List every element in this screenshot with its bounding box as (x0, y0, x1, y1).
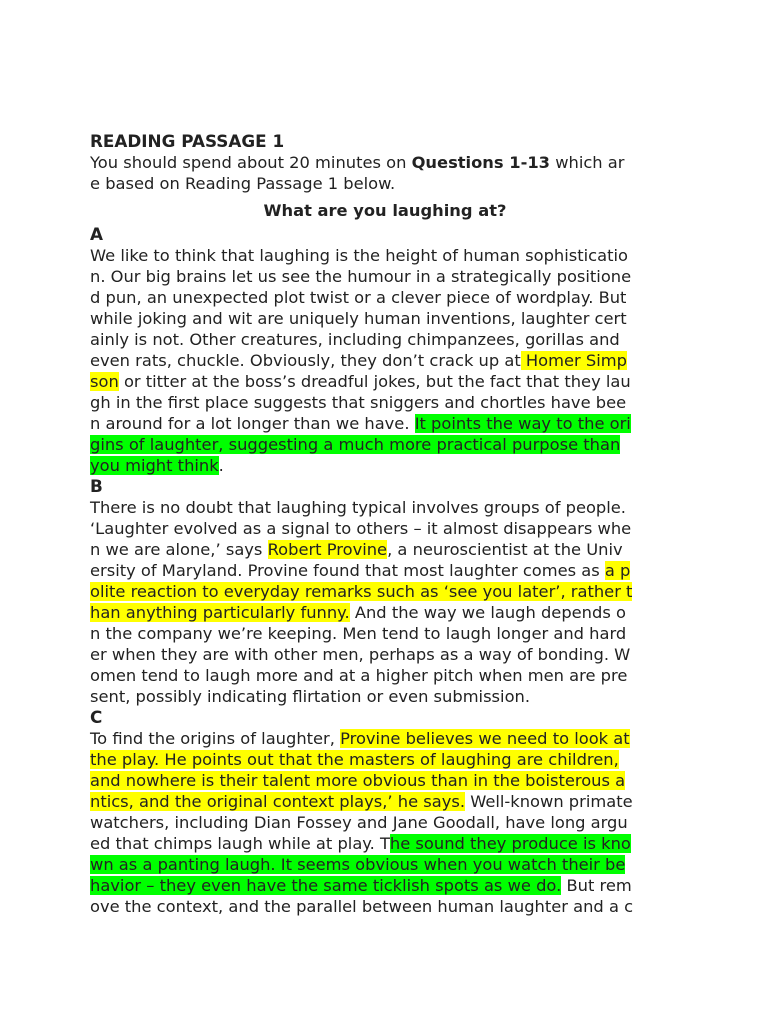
paragraph-b-line (90, 560, 680, 581)
paragraph-a-line: while joking and wit are uniquely human inventions, laughter cert (90, 309, 627, 328)
paragraph-c-line: ove the context, and the parallel between human laughter and a c (90, 897, 634, 916)
paragraph-a-line: n. Our big brains let us see the humour in a strategically positione (90, 267, 632, 286)
reading-passage-document (90, 131, 680, 917)
paragraph-a-line: d pun, an unexpected plot twist or a clever piece of wordplay. But (90, 288, 627, 307)
paragraph-b-line: omen tend to laugh more and at a higher pitch when men are pre (90, 666, 628, 685)
passage-title: What are you laughing at? (263, 201, 507, 220)
instruction-questions: Questions 1-13 (411, 153, 551, 172)
green-highlight: havior – they even have the same ticklish spots as we do. (90, 876, 562, 895)
paragraph-c-line (90, 854, 680, 875)
paragraph-a-line (90, 350, 680, 371)
instruction-text: which ar (550, 153, 625, 172)
paragraph-b-line: n the company we’re keeping. Men tend to laugh longer and hard (90, 624, 627, 643)
yellow-highlight: the play. He points out that the masters of laughing are children, (90, 750, 619, 769)
section-letter-a: A (90, 224, 103, 244)
paragraph-a-line (90, 371, 680, 392)
instruction-text: You should spend about 20 minutes on (90, 153, 412, 172)
instruction-line-2: e based on Reading Passage 1 below. (90, 174, 396, 193)
paragraph-b-line: er when they are with other men, perhaps as a way of bonding. W (90, 645, 631, 664)
paragraph-b-line (90, 602, 680, 623)
plain-text: , a neuroscientist at the Univ (387, 540, 623, 559)
paragraph-a-line: We like to think that laughing is the height of human sophisticatio (90, 246, 628, 265)
yellow-highlight: son (90, 372, 119, 391)
yellow-highlight: Homer Simp (520, 351, 627, 370)
passage-heading: READING PASSAGE 1 (90, 131, 285, 151)
paragraph-b-line (90, 539, 680, 560)
plain-text: To find the origins of laughter, (90, 729, 341, 748)
section-letter-b: B (90, 476, 103, 496)
paragraph-c-line (90, 749, 680, 770)
green-highlight: you might think (90, 456, 219, 475)
yellow-highlight: Provine believes we need to look at (340, 729, 630, 748)
plain-text: n around for a lot longer than we have. (90, 414, 415, 433)
plain-text: Well-known primate (465, 792, 633, 811)
paragraph-a-line (90, 434, 680, 455)
green-highlight: he sound they produce is kno (389, 834, 631, 853)
yellow-highlight: olite reaction to everyday remarks such as ‘see you later’, rather t (90, 582, 633, 601)
paragraph-c-line (90, 728, 680, 749)
paragraph-a-line (90, 455, 680, 476)
paragraph-b-line: There is no doubt that laughing typical involves groups of people. (90, 498, 626, 517)
paragraph-a-line (90, 413, 680, 434)
green-highlight: It points the way to the ori (414, 414, 631, 433)
plain-text: n we are alone,’ says (90, 540, 268, 559)
paragraph-c-line: watchers, including Dian Fossey and Jane Goodall, have long argu (90, 813, 628, 832)
paragraph-b-line: ‘Laughter evolved as a signal to others – it almost disappears whe (90, 519, 632, 538)
section-letter-c: C (90, 707, 103, 727)
yellow-highlight: han anything particularly funny. (90, 603, 350, 622)
plain-text: ersity of Maryland. Provine found that most laughter comes as (90, 561, 605, 580)
paragraph-c-line (90, 770, 680, 791)
paragraph-c-line (90, 875, 680, 896)
plain-text: . (218, 456, 224, 475)
green-highlight: gins of laughter, suggesting a much more practical purpose than (90, 435, 621, 454)
paragraph-b-line (90, 581, 680, 602)
plain-text: or titter at the boss’s dreadful jokes, but the fact that they lau (118, 372, 631, 391)
plain-text: even rats, chuckle. Obviously, they don’t crack up at (90, 351, 521, 370)
paragraph-a-line: ainly is not. Other creatures, including chimpanzees, gorillas and (90, 330, 620, 349)
yellow-highlight: a p (604, 561, 631, 580)
yellow-highlight: and nowhere is their talent more obvious than in the boisterous a (90, 771, 626, 790)
green-highlight: wn as a panting laugh. It seems obvious when you watch their be (90, 855, 626, 874)
plain-text: ed that chimps laugh while at play. T (90, 834, 390, 853)
plain-text: And the way we laugh depends o (349, 603, 626, 622)
paragraph-a-line: gh in the first place suggests that sniggers and chortles have bee (90, 393, 627, 412)
plain-text: But rem (561, 876, 632, 895)
yellow-highlight: Robert Provine (267, 540, 388, 559)
paragraph-c-line (90, 833, 680, 854)
instruction-line-1 (90, 152, 680, 173)
yellow-highlight: ntics, and the original context plays,’ he says. (90, 792, 466, 811)
paragraph-b-line: sent, possibly indicating flirtation or even submission. (90, 687, 531, 706)
paragraph-c-line (90, 791, 680, 812)
